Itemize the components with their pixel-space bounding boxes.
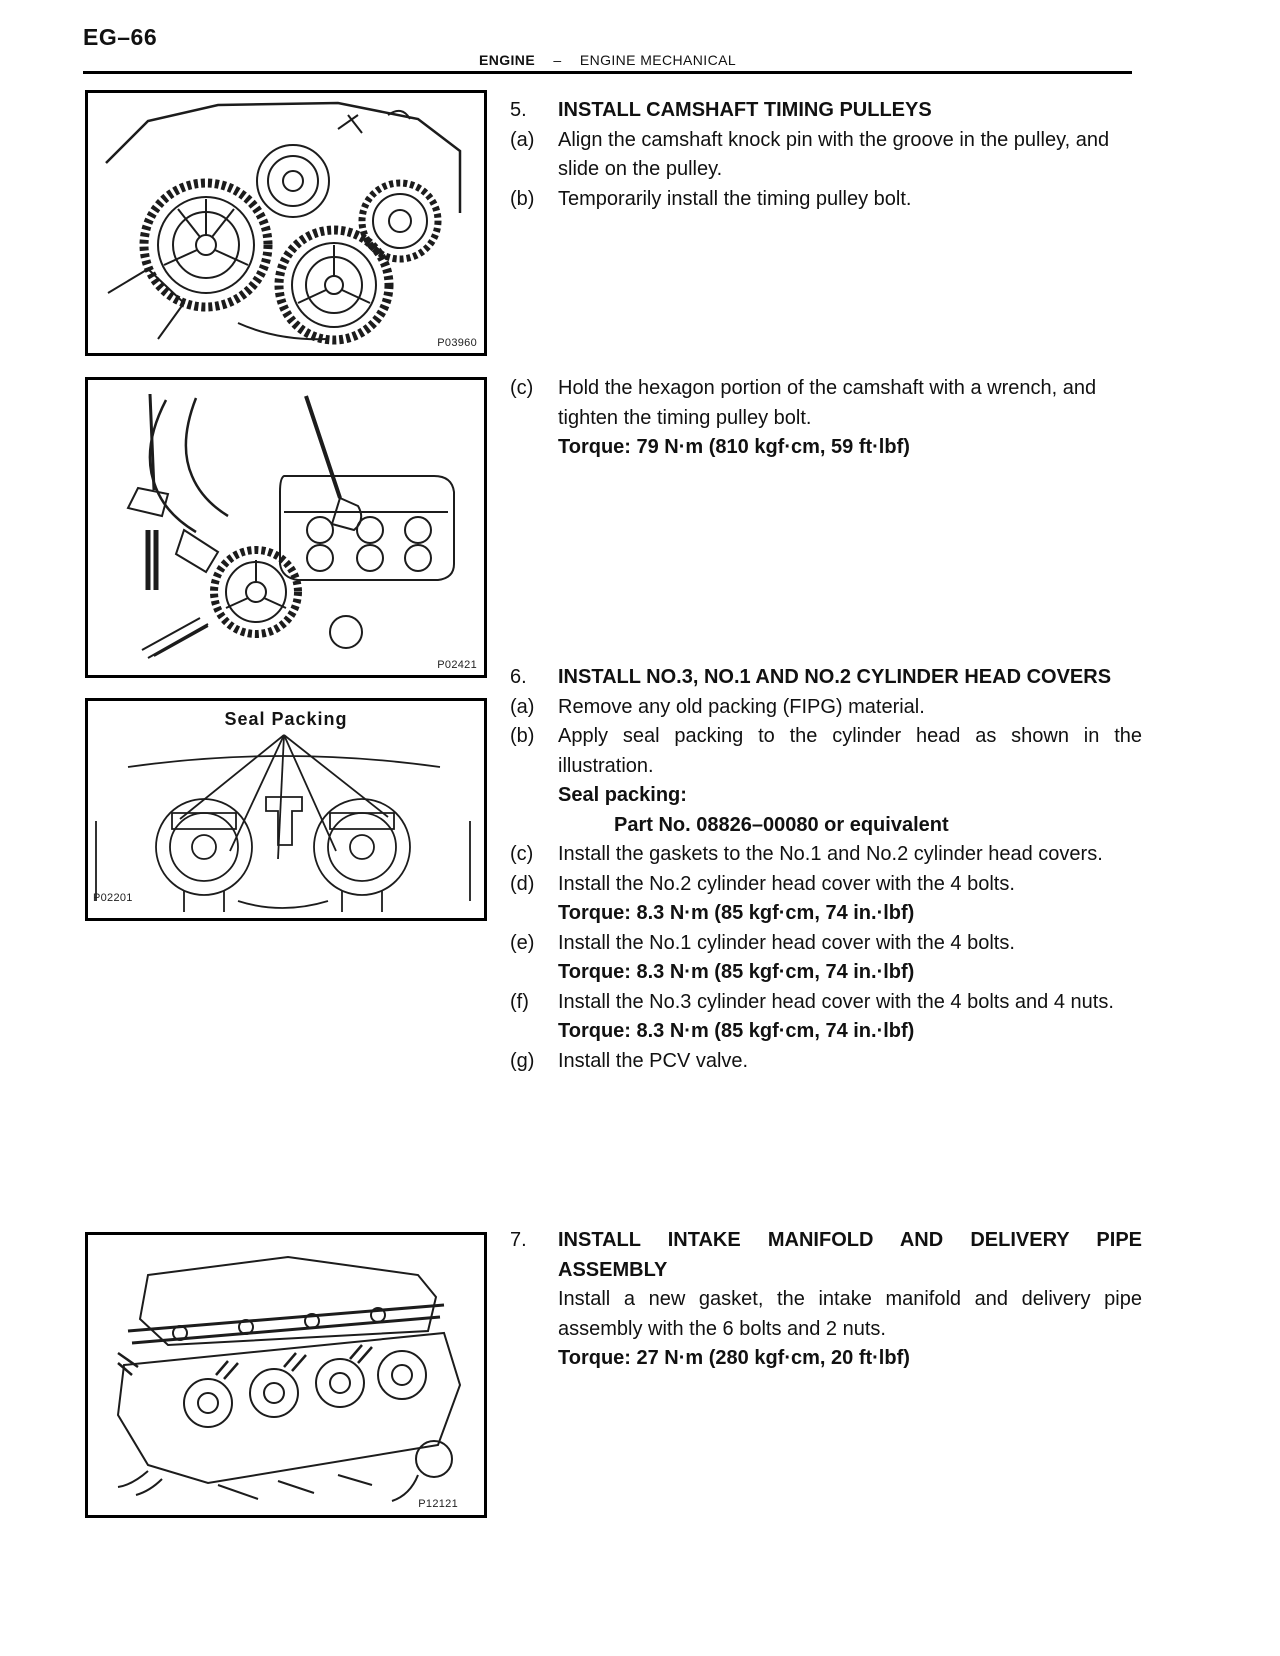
section-number: 7. [510,1229,527,1251]
figure-wrench-camshaft [85,377,487,678]
running-header [83,52,1132,68]
step-text: Install the No.1 cylinder head cover with the 4 bolts. [558,931,1015,954]
step-text: Remove any old packing (FIPG) material. [558,695,925,718]
seal-packing-illustration [88,701,478,912]
step-text: Hold the hexagon portion of the camshaft with a wrench, and tighten the timing pulley bolt. [558,377,1097,429]
section-6 [510,663,1142,1076]
figure-seal-packing [85,698,487,921]
seal-packing-callout: Seal Packing [224,709,348,729]
figure-camshaft-timing-pulleys [85,90,487,356]
torque-spec: Torque: 8.3 N·m (85 kgf·cm, 74 in.·lbf) [558,902,915,924]
section-number: 6. [510,666,527,688]
figure-code: P02201 [93,892,133,904]
step-text: Install the No.3 cylinder head cover with the 4 bolts and 4 nuts. [558,990,1114,1013]
page-number: EG–66 [83,24,158,50]
step-label: (d) [510,872,535,895]
figure-code: P03960 [437,337,477,349]
step-label: (b) [510,187,535,210]
figure-code: P02421 [437,659,477,671]
section-5-step-c [510,374,1142,463]
torque-spec: Torque: 27 N·m (280 kgf·cm, 20 ft·lbf) [558,1347,910,1369]
wrench-camshaft-illustration [88,380,478,669]
step-label: (a) [510,695,535,718]
step-label: (g) [510,1049,535,1072]
step-text: Install a new gasket, the intake manifold and delivery pipe assembly with the 6 bolts and 2 nuts. [558,1288,1142,1340]
step-text: Align the camshaft knock pin with the groove in the pulley, and slide on the pulley. [558,128,1110,180]
header-rule [83,71,1132,74]
step-label [510,1285,558,1344]
running-header-section: ENGINE [478,52,536,68]
section-title: INSTALL NO.3, NO.1 AND NO.2 CYLINDER HEAD COVERS [558,666,1112,688]
figure-intake-manifold [85,1232,487,1518]
step-text: Install the No.2 cylinder head cover with the 4 bolts. [558,872,1015,895]
step-text: Temporarily install the timing pulley bolt. [558,187,912,210]
step-label: (b) [510,725,535,747]
step-text: Install the gaskets to the No.1 and No.2 cylinder head covers. [558,843,1103,865]
seal-packing-heading: Seal packing: [558,784,687,806]
part-number-spec: Part No. 08826–00080 or equivalent [614,813,949,836]
running-header-subsection: ENGINE MECHANICAL [579,52,737,68]
camshaft-pulleys-illustration [88,93,478,347]
section-title: INSTALL CAMSHAFT TIMING PULLEYS [558,99,932,121]
torque-spec: Torque: 8.3 N·m (85 kgf·cm, 74 in.·lbf) [558,1020,915,1042]
step-label: (c) [510,843,534,865]
running-header-dash: – [553,52,562,68]
section-7 [510,1226,1142,1374]
step-text: Apply seal packing to the cylinder head as shown in the illustration. [558,725,1142,777]
intake-manifold-illustration [88,1235,478,1509]
torque-spec: Torque: 79 N·m (810 kgf·cm, 59 ft·lbf) [558,436,910,458]
step-label: (f) [510,990,529,1013]
section-5 [510,96,1142,214]
figure-code: P12121 [418,1498,458,1510]
step-label: (a) [510,128,535,151]
section-number: 5. [510,99,527,121]
section-title: INSTALL INTAKE MANIFOLD AND DELIVERY PIPE ASSEMBLY [558,1229,1142,1281]
step-label: (e) [510,931,535,954]
step-text: Install the PCV valve. [558,1049,749,1072]
torque-spec: Torque: 8.3 N·m (85 kgf·cm, 74 in.·lbf) [558,961,915,983]
step-label: (c) [510,377,534,399]
